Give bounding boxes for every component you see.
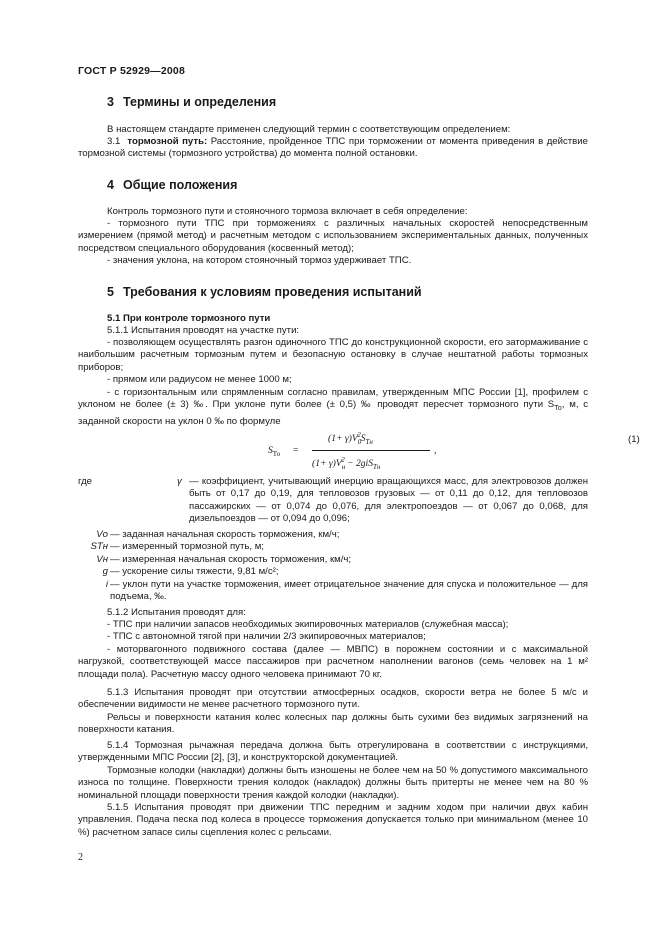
- section-4-heading: 4 Общие положения: [107, 178, 238, 192]
- page-number: 2: [78, 852, 83, 863]
- term-3-1: 3.1 тормозной путь: Расстояние, пройденное ТПС при торможении от момента приведения в действие тормозной системы (тормозного устройства) до момента полной остановки.: [78, 136, 588, 160]
- subsection-5-1-heading: 5.1 При контроле тормозного пути: [107, 313, 271, 324]
- clause-5-1-3: 5.1.3 Испытания проводят при отсутствии атмосферных осадков, скорости ветра не более 5 м/с и обеспечении видимости не менее расчетного тормозного пути.: [78, 687, 588, 711]
- clause-5-1-2: 5.1.2 Испытания проводят для:: [107, 607, 246, 618]
- section-5-heading: 5 Требования к условиям проведения испытаний: [107, 285, 422, 299]
- document-header: ГОСТ Р 52929—2008: [78, 65, 186, 77]
- section-4-intro: Контроль тормозного пути и стояночного тормоза включает в себя определение:: [107, 206, 468, 217]
- clause-5-1-3-rails: Рельсы и поверхности катания колес колесных пар должны быть сухими без видимых загрязнений на поверхности катания.: [78, 712, 588, 736]
- clause-5-1-1-c: - с горизонтальным или спрямленным согласно правилам, утвержденным МПС России [1], профилем с уклоном не более (± 3) ‰. При уклоне пути более (± 0,5) ‰ проводят пересчет тормозного пути $S_{То}$, м, с заданной скорости на уклон 0 ‰ по формуле: [78, 387, 588, 427]
- section-4-item-2: - значения уклона, на котором стояночный тормоз удерживает ТПС.: [107, 255, 412, 266]
- clause-5-1-4-pads: Тормозные колодки (накладки) должны быть изношены не более чем на 50 % допустимого максимального износа по толщине. Поверхности трения колодок (накладок) должны быть притерты не менее чем на 80 % номинальной площади поверхности трения каждой колодки (накладки).: [78, 765, 588, 801]
- clause-5-1-2-b: - ТПС с автономной тягой при наличии 2/3 экипировочных материалов;: [107, 631, 426, 642]
- formula-1: $S_{To}$ = $(1+ \gamma)V_0^2S_{Тн}$ $(1+ \gamma)V_н^2 - 2giS_{Тн}$ ,: [268, 431, 437, 472]
- clause-5-1-1-a: - позволяющем осуществлять разгон одиночного ТПС до конструкционной скорости, его затормаживание с наибольшим расчетным тормозным путем и безопасную остановку в случае нештатной работы тормозных приборов;: [78, 337, 588, 373]
- clause-5-1-1-b: - прямом или радиусом не менее 1000 м;: [107, 374, 292, 385]
- formula-number: (1): [628, 434, 640, 445]
- clause-5-1-5: 5.1.5 Испытания проводят при движении ТПС передним и задним ходом при наличии двух кабин управления. Подача песка под колеса в процессе торможения допускается только при минимальном (менее 10 %) расчетном запасе силы сцепления колес с рельсами.: [78, 802, 588, 838]
- clause-5-1-2-c: - моторвагонного подвижного состава (далее — МВПС) в порожнем состоянии и с максимальной нагрузкой, соответствующей массе пассажиров при расчетном наполнении вагонов (семь человек на 1 м² площади пола). Расчетную массу одного человека принимают 70 кг.: [78, 644, 588, 680]
- section-4-item-1: - тормозного пути ТПС при торможениях с различных начальных скоростей непосредственным измерением (прямой метод) и расчетным методом с использованием экспериментальных данных, полученных посредством специального оборудования (косвенный метод);: [78, 218, 588, 254]
- clause-5-1-4: 5.1.4 Тормозная рычажная передача должна быть отрегулирована в соответствии с инструкциями, утвержденными МПС России [2], [3], и конструкторской документацией.: [78, 740, 588, 764]
- clause-5-1-2-a: - ТПС при наличии запасов необходимых экипировочных материалов (служебная масса);: [107, 619, 509, 630]
- section-3-intro: В настоящем стандарте применен следующий термин с соответствующим определением:: [107, 124, 511, 135]
- clause-5-1-1: 5.1.1 Испытания проводят на участке пути:: [107, 325, 300, 336]
- section-3-heading: 3 Термины и определения: [107, 95, 277, 109]
